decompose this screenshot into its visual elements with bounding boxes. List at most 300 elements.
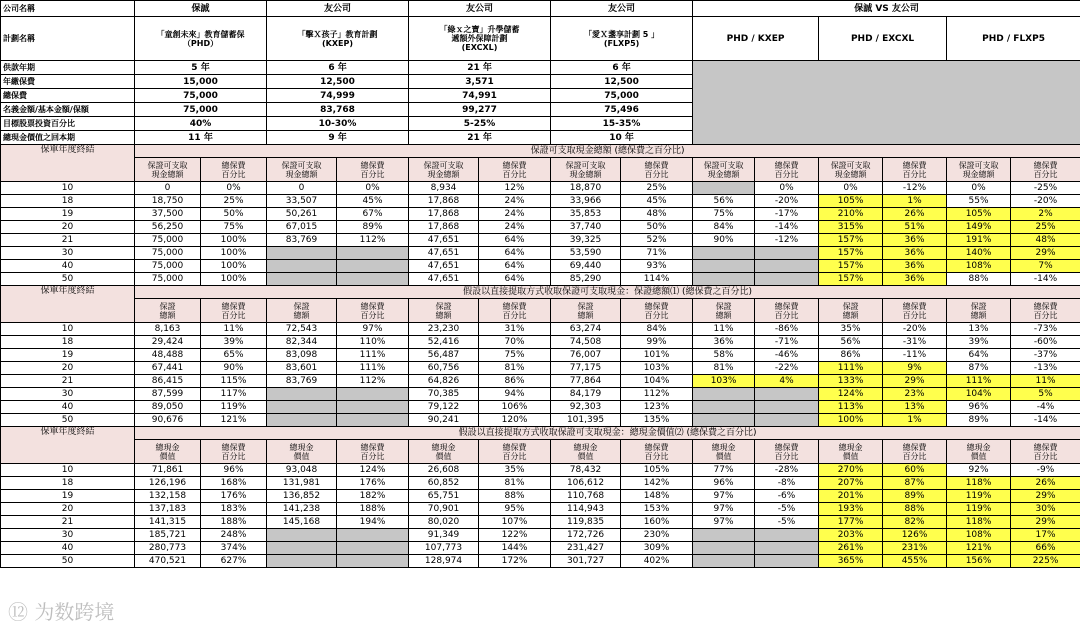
compare-header: 保誠 VS 友公司: [693, 1, 1080, 17]
data-cell: 106%: [479, 401, 551, 414]
data-cell: 402%: [621, 555, 693, 568]
data-cell: 121%: [947, 542, 1011, 555]
grey-block: [693, 61, 1080, 145]
data-cell: 105%: [819, 195, 883, 208]
data-cell: -60%: [1011, 336, 1080, 349]
row-label: 保單年度終結: [1, 286, 135, 323]
data-cell: 105%: [947, 208, 1011, 221]
sub-header: 總現金 價值: [693, 440, 755, 464]
sub-header: 保證可支取 現金總額: [267, 158, 337, 182]
data-cell: 95%: [479, 503, 551, 516]
sub-header: 保證可支取 現金總額: [409, 158, 479, 182]
data-cell: [755, 247, 819, 260]
data-cell: 1%: [883, 195, 947, 208]
data-cell: 45%: [337, 195, 409, 208]
data-cell: [693, 542, 755, 555]
data-cell: [693, 273, 755, 286]
row-label: 保單年度終結: [1, 427, 135, 464]
data-cell: [693, 182, 755, 195]
data-cell: 13%: [883, 401, 947, 414]
data-cell: 225%: [1011, 555, 1080, 568]
sub-header: 保證 總額: [693, 299, 755, 323]
data-cell: 75,000: [135, 260, 201, 273]
data-cell: 315%: [819, 221, 883, 234]
data-cell: 36%: [693, 336, 755, 349]
data-cell: 191%: [947, 234, 1011, 247]
data-cell: 29,424: [135, 336, 201, 349]
data-cell: 24%: [479, 208, 551, 221]
data-cell: 26,608: [409, 464, 479, 477]
basic-value: 99,277: [409, 103, 551, 117]
data-cell: 5%: [1011, 388, 1080, 401]
data-cell: 17,868: [409, 195, 479, 208]
data-cell: 83,601: [267, 362, 337, 375]
sub-header: 總保費 百分比: [755, 158, 819, 182]
data-cell: [693, 555, 755, 568]
data-cell: 36%: [883, 247, 947, 260]
year-cell: 20: [1, 221, 135, 234]
data-cell: [693, 247, 755, 260]
data-cell: [755, 260, 819, 273]
data-cell: 17%: [1011, 529, 1080, 542]
data-cell: 183%: [201, 503, 267, 516]
data-cell: 86%: [479, 375, 551, 388]
data-cell: 89%: [883, 490, 947, 503]
data-cell: 65,751: [409, 490, 479, 503]
data-cell: 140%: [947, 247, 1011, 260]
data-cell: -86%: [755, 323, 819, 336]
data-cell: 75,000: [135, 234, 201, 247]
data-cell: 17,868: [409, 221, 479, 234]
basic-value: 75,000: [551, 89, 693, 103]
year-cell: 40: [1, 542, 135, 555]
data-cell: 153%: [621, 503, 693, 516]
data-cell: 52,416: [409, 336, 479, 349]
data-cell: -12%: [755, 234, 819, 247]
data-cell: 627%: [201, 555, 267, 568]
data-cell: 188%: [201, 516, 267, 529]
data-cell: 172%: [479, 555, 551, 568]
sub-header: 總保費 百分比: [337, 158, 409, 182]
data-cell: [267, 247, 337, 260]
data-cell: 12%: [479, 182, 551, 195]
data-cell: 115%: [201, 375, 267, 388]
data-cell: 114%: [621, 273, 693, 286]
data-cell: 0%: [947, 182, 1011, 195]
data-cell: 88%: [947, 273, 1011, 286]
sub-header: 總保費 百分比: [1011, 299, 1080, 323]
data-cell: -20%: [883, 323, 947, 336]
data-cell: 88%: [479, 490, 551, 503]
sub-header: 總保費 百分比: [621, 158, 693, 182]
data-cell: 111%: [337, 349, 409, 362]
data-cell: 8,163: [135, 323, 201, 336]
data-cell: -14%: [1011, 273, 1080, 286]
sub-header: 保證可支取 現金總額: [947, 158, 1011, 182]
data-cell: 78,432: [551, 464, 621, 477]
data-cell: 83,769: [267, 234, 337, 247]
basic-value: 3,571: [409, 75, 551, 89]
data-cell: 64%: [479, 234, 551, 247]
basic-value: 15,000: [135, 75, 267, 89]
data-cell: 81%: [479, 477, 551, 490]
year-cell: 40: [1, 401, 135, 414]
data-cell: 47,651: [409, 247, 479, 260]
sub-header: 總現金 價值: [947, 440, 1011, 464]
data-cell: 0%: [819, 182, 883, 195]
data-cell: 135%: [621, 414, 693, 427]
data-cell: -71%: [755, 336, 819, 349]
data-cell: 11%: [1011, 375, 1080, 388]
data-cell: 4%: [755, 375, 819, 388]
basic-value: 6 年: [267, 61, 409, 75]
sub-header: 總保費 百分比: [883, 299, 947, 323]
data-cell: 60%: [883, 464, 947, 477]
data-cell: -12%: [883, 182, 947, 195]
data-cell: 17,868: [409, 208, 479, 221]
data-cell: -5%: [755, 503, 819, 516]
data-cell: 157%: [819, 234, 883, 247]
data-cell: 56%: [819, 336, 883, 349]
data-cell: 99%: [621, 336, 693, 349]
data-cell: [693, 260, 755, 273]
pair-header: PHD / FLXP5: [947, 17, 1080, 61]
data-cell: -17%: [755, 208, 819, 221]
data-cell: 97%: [693, 490, 755, 503]
sub-header: 總保費 百分比: [883, 158, 947, 182]
data-cell: 48,488: [135, 349, 201, 362]
data-cell: 25%: [1011, 221, 1080, 234]
data-cell: 82%: [883, 516, 947, 529]
data-cell: [337, 247, 409, 260]
data-cell: -46%: [755, 349, 819, 362]
data-cell: 82,344: [267, 336, 337, 349]
data-cell: 270%: [819, 464, 883, 477]
data-cell: 89%: [947, 414, 1011, 427]
data-cell: 0%: [337, 182, 409, 195]
basic-value: 15-35%: [551, 117, 693, 131]
data-cell: 121%: [201, 414, 267, 427]
data-cell: 104%: [947, 388, 1011, 401]
year-cell: 40: [1, 260, 135, 273]
data-cell: 31%: [479, 323, 551, 336]
data-cell: 100%: [201, 247, 267, 260]
data-cell: 177%: [819, 516, 883, 529]
data-cell: 103%: [693, 375, 755, 388]
data-cell: 210%: [819, 208, 883, 221]
data-cell: 83,098: [267, 349, 337, 362]
sub-header: 保證 總額: [551, 299, 621, 323]
data-cell: 25%: [621, 182, 693, 195]
data-cell: 176%: [201, 490, 267, 503]
data-cell: -13%: [1011, 362, 1080, 375]
data-cell: 122%: [479, 529, 551, 542]
data-cell: 182%: [337, 490, 409, 503]
data-cell: 112%: [621, 388, 693, 401]
data-cell: 76,007: [551, 349, 621, 362]
data-cell: 103%: [621, 362, 693, 375]
data-cell: 77%: [693, 464, 755, 477]
data-cell: 51%: [883, 221, 947, 234]
sub-header: 總保費 百分比: [201, 299, 267, 323]
data-cell: 75%: [693, 208, 755, 221]
data-cell: [267, 529, 337, 542]
sub-header: 總現金 價值: [267, 440, 337, 464]
data-cell: 71,861: [135, 464, 201, 477]
data-cell: 119%: [947, 490, 1011, 503]
data-cell: -8%: [755, 477, 819, 490]
data-cell: -5%: [755, 516, 819, 529]
data-cell: 0%: [201, 182, 267, 195]
data-cell: 66%: [1011, 542, 1080, 555]
data-cell: 56,487: [409, 349, 479, 362]
data-cell: 70,385: [409, 388, 479, 401]
data-cell: [693, 401, 755, 414]
data-cell: 50%: [621, 221, 693, 234]
data-cell: 8,934: [409, 182, 479, 195]
data-cell: -20%: [1011, 195, 1080, 208]
data-cell: 92%: [947, 464, 1011, 477]
data-cell: 23%: [883, 388, 947, 401]
basic-value: 74,999: [267, 89, 409, 103]
company-label: 公司名稱: [1, 1, 135, 17]
basic-label: 總現金價值之回本期: [1, 131, 135, 145]
data-cell: 107%: [479, 516, 551, 529]
year-cell: 30: [1, 529, 135, 542]
data-cell: 100%: [201, 273, 267, 286]
data-cell: 124%: [819, 388, 883, 401]
data-cell: 280,773: [135, 542, 201, 555]
data-cell: 89,050: [135, 401, 201, 414]
data-cell: 70%: [479, 336, 551, 349]
data-cell: [267, 555, 337, 568]
data-cell: 231%: [883, 542, 947, 555]
plan-name: 「綠ｘ之寶」升學儲蓄 遞額外保障計劃 (EXCXL): [409, 17, 551, 61]
data-cell: 94%: [479, 388, 551, 401]
data-cell: 132,158: [135, 490, 201, 503]
data-cell: 87%: [947, 362, 1011, 375]
sub-header: 總保費 百分比: [755, 299, 819, 323]
data-cell: [337, 542, 409, 555]
sub-header: 總保費 百分比: [883, 440, 947, 464]
data-cell: 64,826: [409, 375, 479, 388]
data-cell: 70,901: [409, 503, 479, 516]
sub-header: 總保費 百分比: [621, 299, 693, 323]
data-cell: 45%: [621, 195, 693, 208]
data-cell: 100%: [201, 260, 267, 273]
data-cell: 91,349: [409, 529, 479, 542]
data-cell: 63,274: [551, 323, 621, 336]
data-cell: 7%: [1011, 260, 1080, 273]
data-cell: 261%: [819, 542, 883, 555]
data-cell: 29%: [1011, 247, 1080, 260]
data-cell: 67%: [337, 208, 409, 221]
data-cell: 30%: [1011, 503, 1080, 516]
plan-name: 「愛Ｘ盞享計劃 5 」 (FLXP5): [551, 17, 693, 61]
data-cell: 69,440: [551, 260, 621, 273]
data-cell: 104%: [621, 375, 693, 388]
data-cell: 90,676: [135, 414, 201, 427]
basic-label: 名義金額/基本金額/保額: [1, 103, 135, 117]
data-cell: 90,241: [409, 414, 479, 427]
data-cell: 81%: [479, 362, 551, 375]
data-cell: -9%: [1011, 464, 1080, 477]
data-cell: [755, 414, 819, 427]
data-cell: 123%: [621, 401, 693, 414]
data-cell: 97%: [337, 323, 409, 336]
basic-value: 9 年: [267, 131, 409, 145]
data-cell: 64%: [479, 273, 551, 286]
data-cell: 35%: [819, 323, 883, 336]
basic-value: 21 年: [409, 61, 551, 75]
data-cell: 75,000: [135, 247, 201, 260]
data-cell: 39,325: [551, 234, 621, 247]
data-cell: 113%: [819, 401, 883, 414]
data-cell: 9%: [883, 362, 947, 375]
data-cell: 120%: [479, 414, 551, 427]
data-cell: 47,651: [409, 260, 479, 273]
data-cell: 84%: [693, 221, 755, 234]
data-cell: 35,853: [551, 208, 621, 221]
sub-header: 總現金 價值: [551, 440, 621, 464]
data-cell: 126%: [883, 529, 947, 542]
basic-value: 10 年: [551, 131, 693, 145]
data-cell: 119,835: [551, 516, 621, 529]
data-cell: 128,974: [409, 555, 479, 568]
year-cell: 10: [1, 182, 135, 195]
data-cell: 110%: [337, 336, 409, 349]
data-cell: 85,290: [551, 273, 621, 286]
data-cell: 52%: [621, 234, 693, 247]
data-cell: 11%: [693, 323, 755, 336]
data-cell: 86,415: [135, 375, 201, 388]
data-cell: [755, 555, 819, 568]
basic-value: 11 年: [135, 131, 267, 145]
data-cell: 157%: [819, 247, 883, 260]
data-cell: 188%: [337, 503, 409, 516]
data-cell: 83,769: [267, 375, 337, 388]
data-cell: [693, 529, 755, 542]
data-cell: 56%: [693, 195, 755, 208]
data-cell: [755, 401, 819, 414]
data-cell: 75,000: [135, 273, 201, 286]
data-cell: [267, 388, 337, 401]
basic-label: 目標股票投資百分比: [1, 117, 135, 131]
data-cell: 29%: [1011, 516, 1080, 529]
data-cell: 97%: [693, 516, 755, 529]
data-cell: 148%: [621, 490, 693, 503]
data-cell: 93,048: [267, 464, 337, 477]
data-cell: 124%: [337, 464, 409, 477]
data-cell: -6%: [755, 490, 819, 503]
data-cell: 87%: [883, 477, 947, 490]
data-cell: [337, 555, 409, 568]
data-cell: [337, 529, 409, 542]
data-cell: 67,015: [267, 221, 337, 234]
data-cell: 29%: [883, 375, 947, 388]
data-cell: 100%: [819, 414, 883, 427]
data-cell: 2%: [1011, 208, 1080, 221]
data-cell: 108%: [947, 529, 1011, 542]
sub-header: 總保費 百分比: [337, 299, 409, 323]
section-title: 假設以直接提取方式收取保證可支取現金：總現金價值⑵ (總保費之百分比): [135, 427, 1080, 440]
data-cell: [337, 273, 409, 286]
data-cell: 248%: [201, 529, 267, 542]
data-cell: 193%: [819, 503, 883, 516]
data-cell: 141,238: [267, 503, 337, 516]
sub-header: 保證 總額: [135, 299, 201, 323]
year-cell: 30: [1, 388, 135, 401]
data-cell: 117%: [201, 388, 267, 401]
data-cell: 33,966: [551, 195, 621, 208]
data-cell: 96%: [201, 464, 267, 477]
data-cell: [755, 542, 819, 555]
data-cell: 119%: [947, 503, 1011, 516]
year-cell: 10: [1, 464, 135, 477]
basic-value: 6 年: [551, 61, 693, 75]
data-cell: 81%: [693, 362, 755, 375]
data-cell: 365%: [819, 555, 883, 568]
basic-value: 21 年: [409, 131, 551, 145]
data-cell: 231,427: [551, 542, 621, 555]
data-cell: 26%: [1011, 477, 1080, 490]
year-cell: 19: [1, 490, 135, 503]
data-cell: 84,179: [551, 388, 621, 401]
data-cell: 48%: [621, 208, 693, 221]
data-cell: 455%: [883, 555, 947, 568]
data-cell: 108%: [947, 260, 1011, 273]
sub-header: 總保費 百分比: [201, 440, 267, 464]
data-cell: 160%: [621, 516, 693, 529]
data-cell: 0: [135, 182, 201, 195]
data-cell: 101,395: [551, 414, 621, 427]
data-cell: 36%: [883, 234, 947, 247]
sub-header: 保證可支取 現金總額: [135, 158, 201, 182]
data-cell: 13%: [947, 323, 1011, 336]
data-cell: 56,250: [135, 221, 201, 234]
data-cell: 176%: [337, 477, 409, 490]
data-cell: 75%: [201, 221, 267, 234]
data-cell: 309%: [621, 542, 693, 555]
data-cell: -14%: [1011, 414, 1080, 427]
data-cell: 0%: [755, 182, 819, 195]
data-cell: 23,230: [409, 323, 479, 336]
data-cell: 80,020: [409, 516, 479, 529]
sub-header: 總保費 百分比: [1011, 440, 1080, 464]
data-cell: 118%: [947, 516, 1011, 529]
data-cell: 141,315: [135, 516, 201, 529]
data-cell: -73%: [1011, 323, 1080, 336]
data-cell: [755, 273, 819, 286]
data-cell: [693, 414, 755, 427]
data-cell: 145,168: [267, 516, 337, 529]
pair-header: PHD / EXCXL: [819, 17, 947, 61]
year-cell: 19: [1, 349, 135, 362]
sub-header: 總保費 百分比: [621, 440, 693, 464]
data-cell: 71%: [621, 247, 693, 260]
basic-label: 供款年期: [1, 61, 135, 75]
data-cell: 24%: [479, 195, 551, 208]
data-cell: [337, 388, 409, 401]
data-cell: 97%: [693, 503, 755, 516]
data-cell: 90%: [693, 234, 755, 247]
data-cell: 101%: [621, 349, 693, 362]
data-cell: 106,612: [551, 477, 621, 490]
data-cell: 144%: [479, 542, 551, 555]
data-cell: -28%: [755, 464, 819, 477]
sub-header: 總保費 百分比: [337, 440, 409, 464]
data-cell: 79,122: [409, 401, 479, 414]
